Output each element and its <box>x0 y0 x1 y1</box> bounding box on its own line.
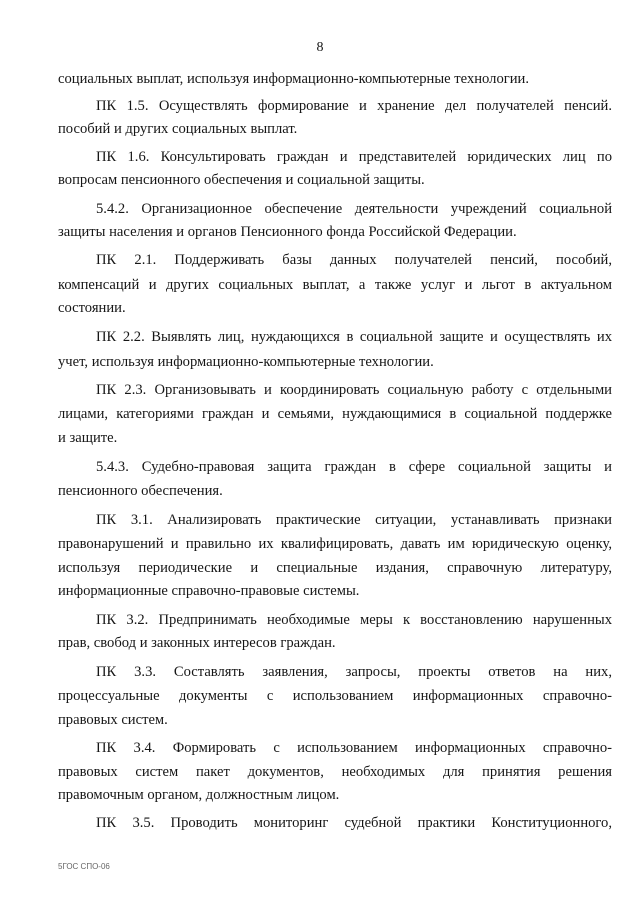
text-line-content: 5.4.2. Организационное обеспечение деятельности учреждений социальной <box>96 201 612 217</box>
text-line-content: ПК 2.2. Выявлять лиц, нуждающихся в социальной защите и осуществлять их <box>96 329 612 345</box>
text-line-content: ПК 3.2. Предпринимать необходимые меры к восстановлению нарушенных <box>96 612 612 628</box>
text-line <box>0 171 640 189</box>
text-line <box>0 429 640 447</box>
text-line <box>0 559 640 577</box>
text-line-content: ПК 3.5. Проводить мониторинг судебной практики Конституционного, <box>96 815 612 831</box>
text-line-content: процессуальные документы с использованием информационных справочно- <box>58 688 612 704</box>
text-line-content: учет, используя информационно-компьютерные технологии. <box>58 354 434 370</box>
text-line-content: используя периодические и специальные издания, справочную литературу, <box>58 560 612 576</box>
text-line-content: правомочным органом, должностным лицом. <box>58 787 340 803</box>
text-line <box>0 70 640 88</box>
text-line <box>0 634 640 652</box>
text-line-content: пенсионного обеспечения. <box>58 483 223 499</box>
text-line-content: защиты населения и органов Пенсионного фонда Российской Федерации. <box>58 224 517 240</box>
text-line <box>0 276 640 294</box>
text-line-content: ПК 2.3. Организовывать и координировать социальную работу с отдельными <box>96 382 612 398</box>
text-line <box>0 200 640 218</box>
text-line <box>0 763 640 781</box>
text-line <box>0 97 640 115</box>
text-line <box>0 251 640 269</box>
text-line <box>0 482 640 500</box>
text-line-content: информационные справочно-правовые системы. <box>58 583 360 599</box>
text-line <box>0 739 640 757</box>
text-line-content: вопросам пенсионного обеспечения и социальной защиты. <box>58 172 425 188</box>
text-line <box>0 582 640 600</box>
text-line-content: и защите. <box>58 430 118 446</box>
text-line <box>0 381 640 399</box>
text-line <box>0 786 640 804</box>
text-line-content: прав, свобод и законных интересов граждан. <box>58 635 336 651</box>
text-line <box>0 687 640 705</box>
text-line-content: ПК 1.6. Консультировать граждан и представителей юридических лиц по <box>96 149 612 165</box>
text-line-content: правовых систем. <box>58 712 168 728</box>
text-line <box>0 405 640 423</box>
text-line <box>0 148 640 166</box>
text-line-content: ПК 2.1. Поддерживать базы данных получателей пенсий, пособий, <box>96 252 612 268</box>
text-line <box>0 814 640 832</box>
text-line-content: ПК 1.5. Осуществлять формирование и хранение дел получателей пенсий. <box>96 98 612 114</box>
text-line <box>0 511 640 529</box>
text-line-content: ПК 3.3. Составлять заявления, запросы, проекты ответов на них, <box>96 664 612 680</box>
text-line-content: состоянии. <box>58 300 126 316</box>
text-line-content: лицами, категориями граждан и семьями, нуждающимися в социальной поддержке <box>58 406 612 422</box>
text-line-content: социальных выплат, используя информационно-компьютерные технологии. <box>58 71 529 87</box>
text-line <box>0 223 640 241</box>
text-line-content: пособий и других социальных выплат. <box>58 121 298 137</box>
text-line <box>0 711 640 729</box>
text-line-content: 5.4.3. Судебно-правовая защита граждан в сфере социальной защиты и <box>96 459 612 475</box>
text-line <box>0 328 640 346</box>
text-line-content: ПК 3.1. Анализировать практические ситуации, устанавливать признаки <box>96 512 612 528</box>
text-line <box>0 353 640 371</box>
text-line <box>0 299 640 317</box>
text-line <box>0 535 640 553</box>
text-line <box>0 458 640 476</box>
footer-code: 5ГОС СПО-06 <box>58 862 110 871</box>
text-line <box>0 663 640 681</box>
text-line <box>0 611 640 629</box>
text-line <box>0 120 640 138</box>
text-line-content: ПК 3.4. Формировать с использованием информационных справочно- <box>96 740 612 756</box>
page-number: 8 <box>316 40 324 55</box>
text-line-content: правонарушений и правильно их квалифицировать, давать им юридическую оценку, <box>58 536 612 552</box>
text-line-content: правовых систем пакет документов, необходимых для принятия решения <box>58 764 612 780</box>
text-line-content: компенсаций и других социальных выплат, а также услуг и льгот в актуальном <box>58 277 612 293</box>
